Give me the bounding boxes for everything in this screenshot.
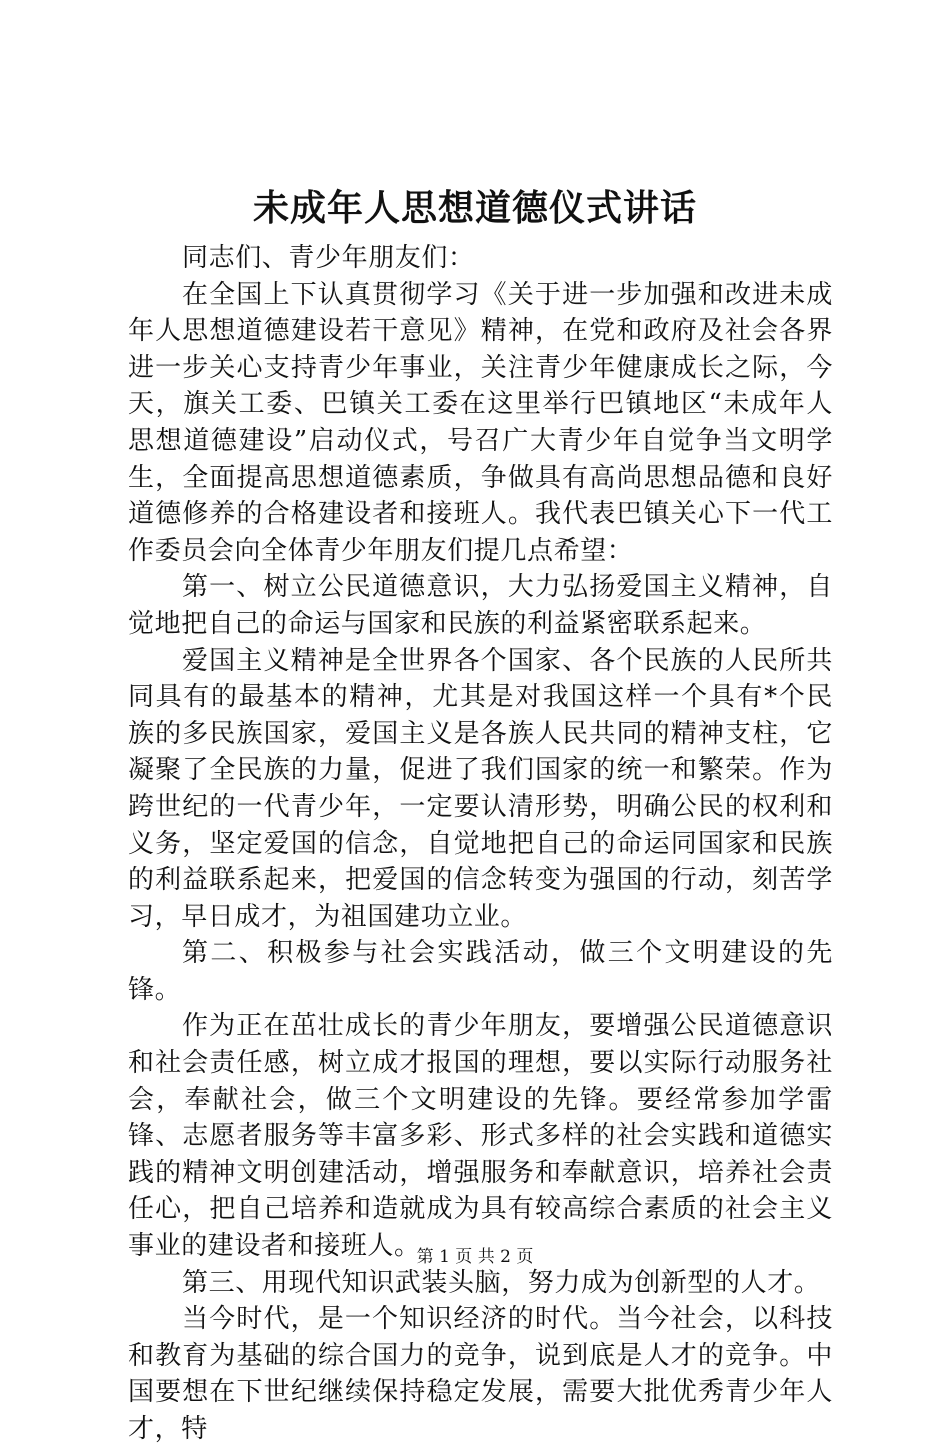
intro-paragraph: 在全国上下认真贯彻学习《关于进一步加强和改进未成年人思想道德建设若干意见》精神，在党和政府及社会各界进一步关心支持青少年事业，关注青少年健康成长之际，今天，旗关工委、巴镇关工委在这里举行巴镇地区“未成年人思想道德建设”启动仪式，号召广大青少年自觉争当文明学生，全面提高思想道德素质，争做具有高尚思想品德和良好道德修养的合格建设者和接班人。我代表巴镇关心下一代工作委员会向全体青少年朋友们提几点希望： [128, 279, 833, 566]
point-two-heading: 第二、积极参与社会实践活动，做三个文明建设的先锋。 [128, 938, 833, 1005]
page-number-footer: 第 1 页 共 2 页 [416, 1247, 534, 1267]
point-one-heading: 第一、树立公民道德意识，大力弘扬爱国主义精神，自觉地把自己的命运与国家和民族的利益紧密联系起来。 [128, 572, 833, 639]
document-title: 未成年人思想道德仪式讲话 [252, 187, 697, 229]
point-three-heading: 第三、用现代知识武装头脑，努力成为创新型的人才。 [182, 1267, 821, 1298]
point-three-body: 当今时代，是一个知识经济的时代。当今社会，以科技和教育为基础的综合国力的竞争，说到底是人才的竞争。中国要想在下世纪继续保持稳定发展，需要大批优秀青少年人才，特 [128, 1304, 833, 1444]
point-two-body: 作为正在茁壮成长的青少年朋友，要增强公民道德意识和社会责任感，树立成才报国的理想，要以实际行动服务社会，奉献社会，做三个文明建设的先锋。要经常参加学雷锋、志愿者服务等丰富多彩、形式多样的社会实践和道德实践的精神文明创建活动，增强服务和奉献意识，培养社会责任心，把自己培养和造就成为具有较高综合素质的社会主义事业的建设者和接班人。 [128, 1011, 833, 1262]
salutation-paragraph: 同志们、青少年朋友们： [182, 243, 475, 273]
point-one-body: 爱国主义精神是全世界各个国家、各个民族的人民所共同具有的最基本的精神，尤其是对我国这样一个具有*个民族的多民族国家，爱国主义是各族人民共同的精神支柱，它凝聚了全民族的力量，促进了我们国家的统一和繁荣。作为跨世纪的一代青少年，一定要认清形势，明确公民的权利和义务，坚定爱国的信念，自觉地把自己的命运同国家和民族的利益联系起来，把爱国的信念转变为强国的行动，刻苦学习，早日成才，为祖国建功立业。 [128, 645, 833, 932]
